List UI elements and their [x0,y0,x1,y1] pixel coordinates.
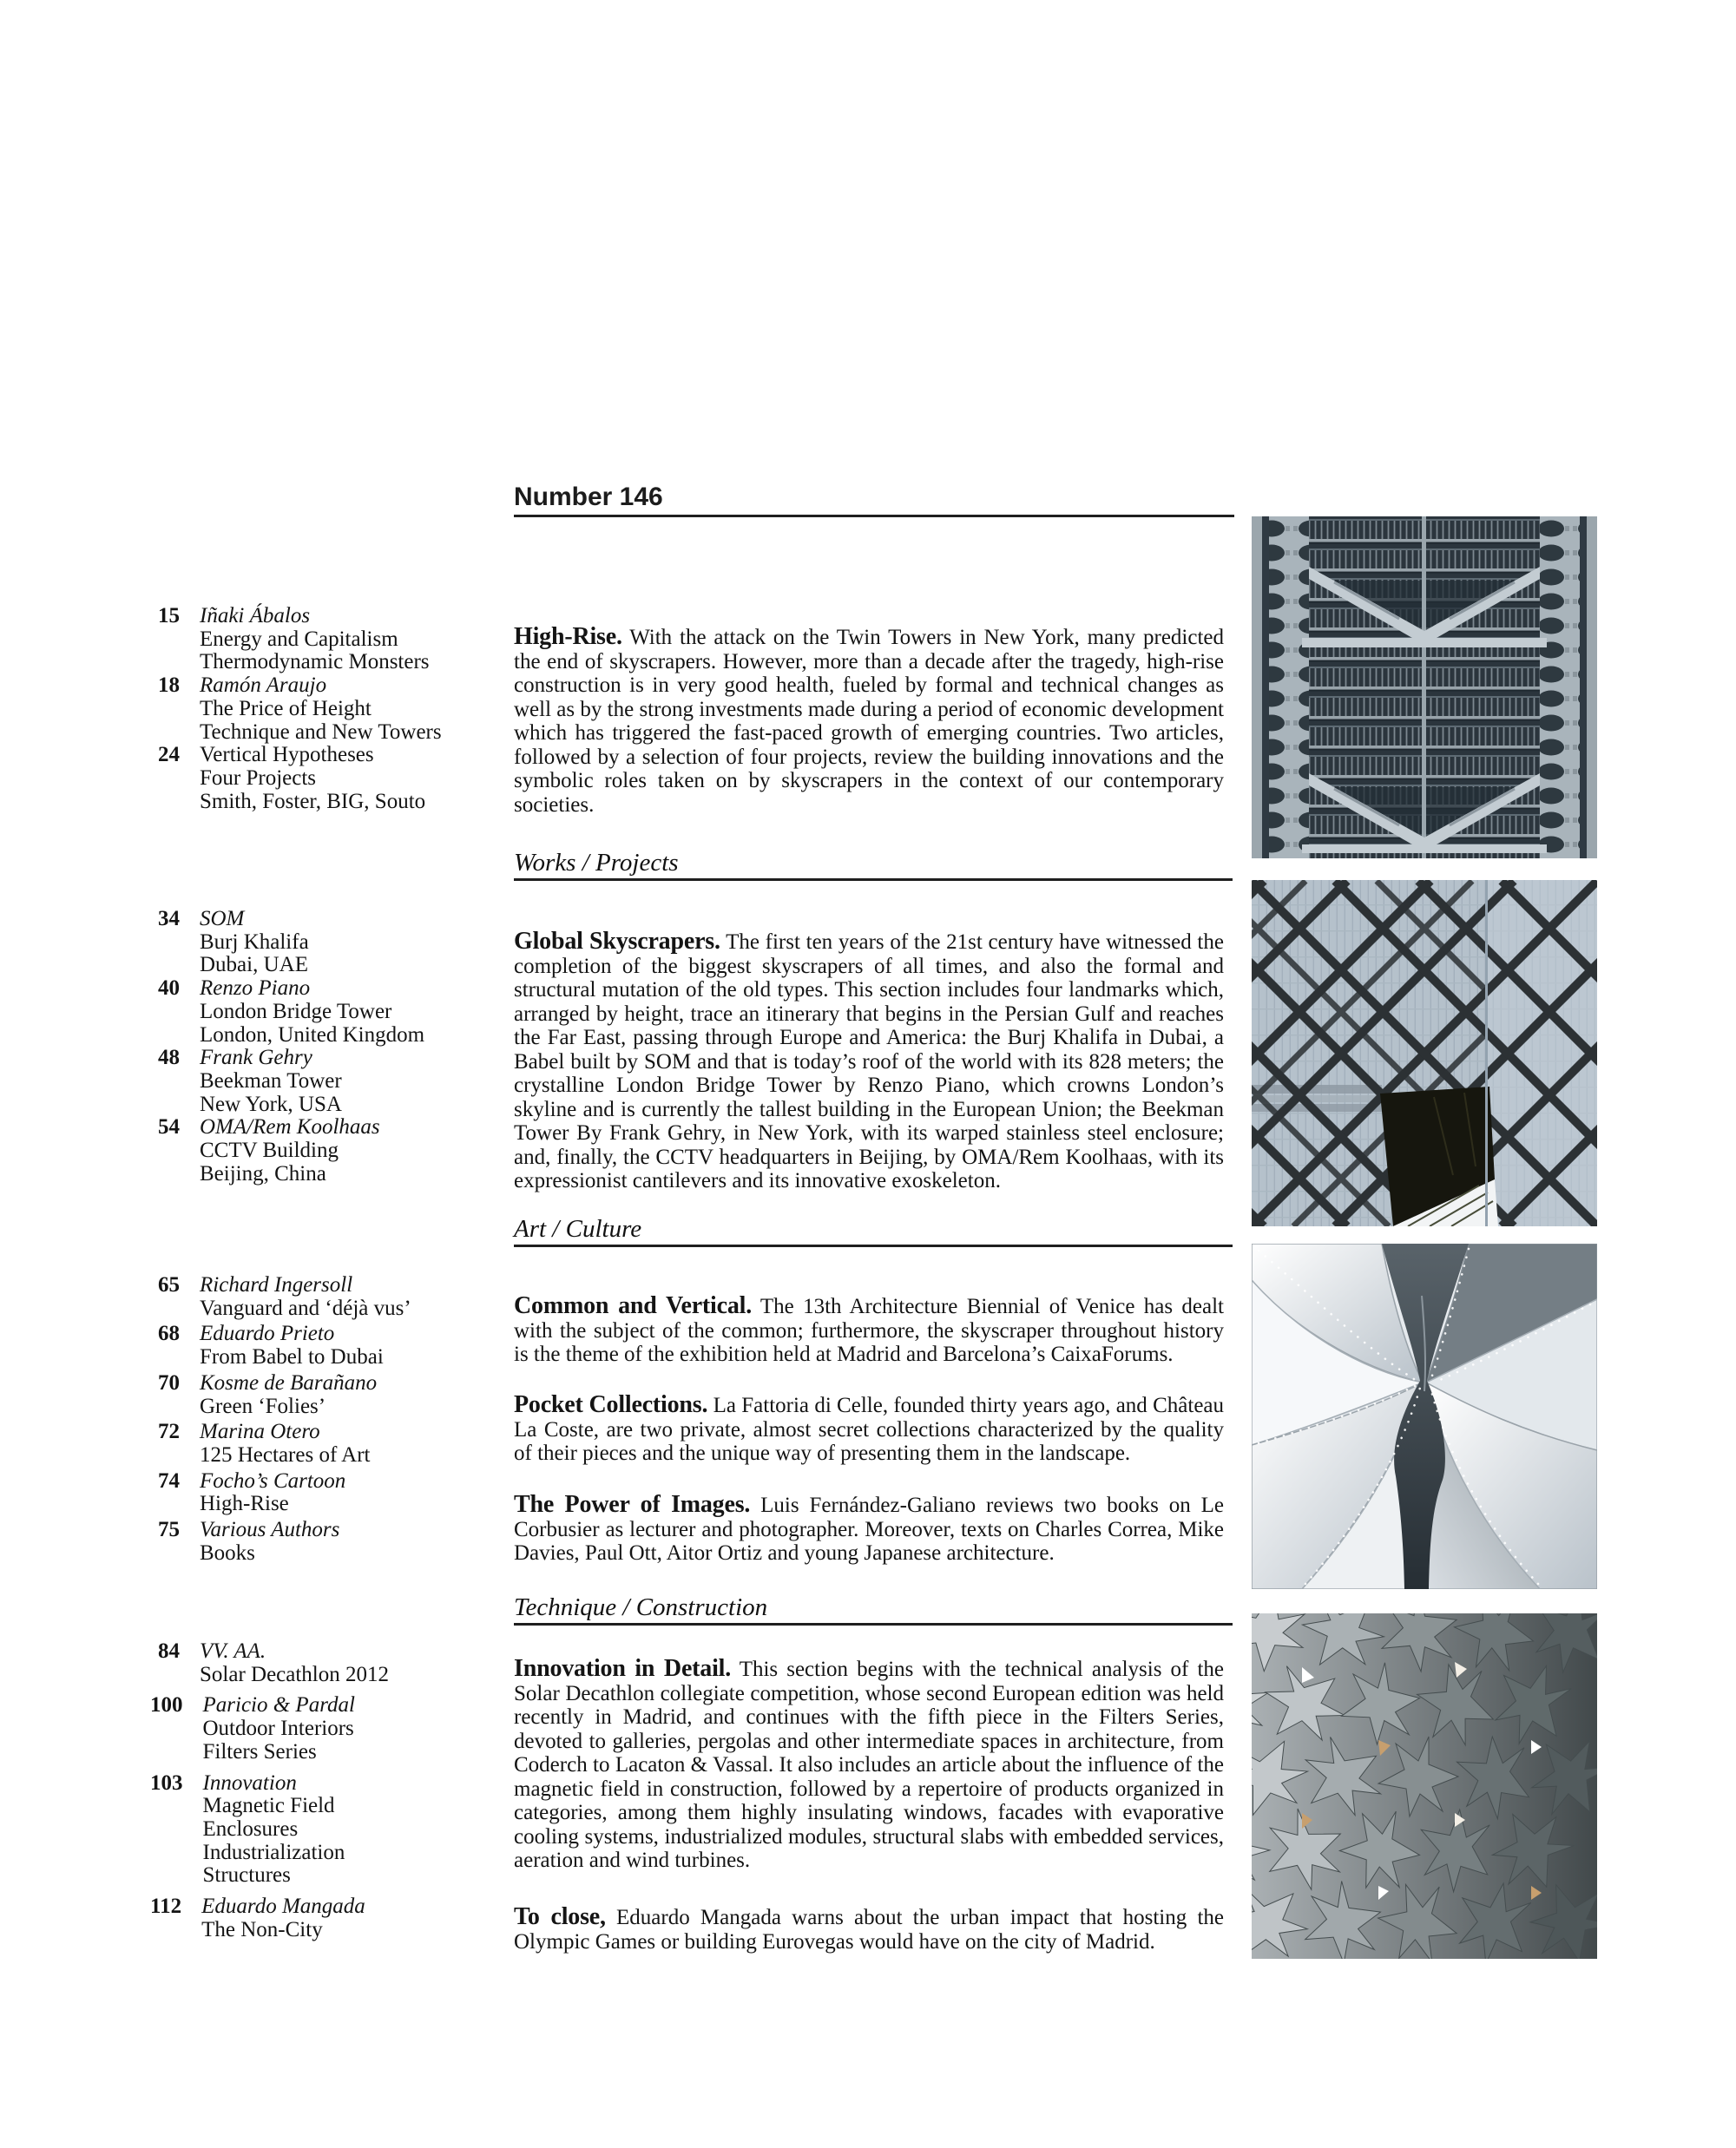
page-title: Number 146 [514,483,663,511]
toc-entry-text [200,1421,493,1467]
photo-metallic-petals-detail [1252,1244,1597,1589]
toc-entry-title-line: Burj Khalifa [200,929,309,954]
toc-entry-author: Innovation [202,1770,297,1795]
toc-entry [150,1470,493,1516]
toc-entry [150,605,493,674]
toc-entry-title-line: Enclosures [202,1816,299,1841]
toc-entry [150,1895,493,1941]
toc-entry-text [203,1772,494,1889]
paragraph-body: La Fattoria di Celle, founded thirty years ago, and Château La Coste, are two private, almost secret collections characterized by the quality of their pieces and the unique way of presenting them in the landscape. [514,1394,1225,1465]
masthead-rule [514,515,1234,517]
toc-entry-author: Paricio & Pardal [202,1693,355,1718]
toc-entry-text [200,605,493,674]
toc-entry [150,1372,493,1418]
section-header-technique-construction [514,1593,1233,1626]
paragraph-lead: Common and Vertical. [514,1292,753,1319]
paragraph-body: The first ten years of the 21st century have witnessed the completion of the biggest skyscrapers of all times, and also the formal and structural mutation of the old types. This section includes four landmarks which, arranged by height, trace an itinerary that begins in the Persian Gulf and reaches the Far East, passing through Europe and America: the Burj Khalifa in Dubai, a Babel built by SOM and that is today’s roof of the world with its 828 meters; the crystalline London Bridge Tower by Renzo Piano, which crowns London’s skyline and is currently the tallest building in the European Union; the Beekman Tower By Frank Gehry, in New York, with its warped stainless steel enclosure; and, finally, the CCTV headquarters in Beijing, by OMA/Rem Koolhaas, with its expressionist cantilevers and its innovative exoskeleton. [514,930,1224,1192]
toc-entry-text [203,1694,494,1764]
section-header-label: Art / Culture [514,1215,642,1243]
photo-steel-facade-cross-bracing [1252,516,1597,858]
toc-entry-title-line: Structures [202,1863,291,1888]
toc-page-number: 75 [158,1518,180,1542]
toc-entry-title-line: Thermodynamic Monsters [200,650,430,674]
paragraph-innovation-in-detail [514,1657,1224,1873]
toc-page-number: 70 [158,1370,180,1395]
toc-entry-title-line: Energy and Capitalism [200,627,398,651]
toc-page-number: 34 [158,907,180,930]
toc-entry-title-line: 125 Hectares of Art [200,1442,371,1467]
toc-page-number: 103 [150,1770,183,1795]
toc-entry-text [200,1274,493,1320]
toc-entry-title-line: Four Projects [200,765,317,790]
photo-diagrid-glass-tower [1252,880,1597,1226]
photo-star-tessellation-screen [1252,1613,1597,1959]
toc-entry-author: Eduardo Mangada [201,1895,365,1919]
toc-entry-title-line: Filters Series [202,1739,317,1764]
toc-entry-title-line: Magnetic Field [202,1794,335,1818]
toc-entry-author: Iñaki Ábalos [200,604,311,627]
toc-entry-author: Vertical Hypotheses [200,743,374,767]
paragraph-high-rise [514,625,1224,817]
toc-entry [150,744,493,813]
toc-page-number: 54 [158,1115,180,1140]
toc-entry-title-line: CCTV Building [200,1139,339,1163]
toc-entry-author: OMA/Rem Koolhaas [200,1115,380,1140]
toc-entry-title-line: Vanguard and ‘déjà vus’ [200,1296,411,1320]
toc-entry [150,1519,493,1565]
paragraph-lead: Global Skyscrapers. [514,928,720,955]
toc-entry-title-line: The Price of Height [200,696,372,720]
toc-entry [150,1274,493,1320]
toc-page-number: 68 [158,1322,180,1346]
toc-entry-text [200,744,493,813]
toc-entry-title-line: London Bridge Tower [200,999,392,1023]
toc-page-number: 18 [158,673,180,698]
paragraph-lead: The Power of Images. [514,1491,751,1518]
toc-entry-author: Ramón Araujo [200,673,327,698]
toc-page-number: 72 [158,1420,180,1444]
toc-entry-text [201,1895,493,1941]
toc-page-number: 48 [158,1046,180,1070]
masthead [514,483,1234,517]
toc-entry-author: Renzo Piano [200,976,311,1001]
paragraph-lead: Pocket Collections. [514,1391,708,1418]
paragraph-body: Luis Fernández-Galiano reviews two books on Le Corbusier as lecturer and photographer. Moreover, texts on Charles Correa, Mike Davies, Paul Ott, Aitor Ortiz and young Japanese architecture. [514,1494,1224,1565]
toc-entry-author: VV. AA. [200,1639,266,1663]
paragraph-lead: To close, [514,1903,606,1930]
toc-entry-title-line: Green ‘Folies’ [200,1394,326,1418]
section-rule [514,878,1233,881]
toc-entry [150,1694,493,1764]
toc-page-number: 84 [158,1639,180,1663]
toc-entry-title-line: Beijing, China [200,1161,326,1186]
toc-page-number: 15 [158,604,180,627]
section-header-label: Works / Projects [514,849,679,877]
section-header-art-culture [514,1215,1233,1247]
toc-entry-title-line: Solar Decathlon 2012 [200,1662,390,1686]
toc-page-number: 112 [150,1895,182,1919]
toc-entry-title-line: New York, USA [200,1092,342,1116]
section-header-label: Technique / Construction [514,1593,768,1621]
toc-entry [150,977,493,1047]
toc-block [150,605,493,813]
toc-entry [150,1116,493,1186]
paragraph-body: With the attack on the Twin Towers in New York, many predicted the end of skyscrapers. However, more than a decade after the tragedy, high-rise construction is in very good health, fueled by formal and technical changes as well as by the strong investments made during a period of economic development which has triggered the fast-paced growth of emerging countries. Two articles, followed by a selection of four projects, review the building innovations and the symbolic roles taken on by skyscrapers in the context of our contemporary societies. [514,626,1224,817]
toc-page-number: 100 [150,1693,183,1718]
toc-entry [150,1772,493,1889]
paragraph-global-skyscrapers [514,929,1224,1193]
toc-entry-text [200,1323,493,1369]
toc-entry-title-line: Beekman Tower [200,1068,342,1093]
section-rule [514,1245,1233,1247]
toc-entry-title-line: London, United Kingdom [200,1022,425,1047]
toc-entry-text [200,1116,493,1186]
paragraph-lead: High-Rise. [514,623,622,650]
toc-entry-title-line: High-Rise [200,1492,289,1516]
toc-entry-text [200,674,493,744]
toc-entry-title-line: Industrialization [202,1840,345,1864]
photo-petals-svg [1252,1244,1597,1589]
section-header-works-projects [514,849,1233,881]
toc-entry-title-line: Technique and New Towers [200,719,442,744]
toc-entry-text [200,977,493,1047]
toc-entry-text [200,1640,493,1686]
toc-entry-text [200,1470,493,1516]
toc-entry-text [200,908,493,977]
paragraph-pocket-collections [514,1393,1224,1466]
toc-entry-author: SOM [200,907,245,930]
paragraph-common-and-vertical [514,1294,1224,1367]
toc-page-number: 74 [158,1468,180,1493]
toc-entry-author: Kosme de Barañano [200,1370,378,1395]
paragraph-to-close [514,1905,1224,1954]
toc-entry-title-line: Dubai, UAE [200,953,308,977]
photo-stars-svg [1252,1613,1597,1959]
toc-entry-author: Eduardo Prieto [200,1322,335,1346]
toc-entry [150,1640,493,1686]
photo-steel-facade-svg [1252,516,1597,858]
toc-entry-text [200,1047,493,1116]
toc-entry [150,1047,493,1116]
toc-entry-title-line: Outdoor Interiors [202,1717,354,1741]
toc-entry-author: Frank Gehry [200,1046,312,1070]
toc-entry-author: Marina Otero [200,1420,320,1444]
toc-entry-author: Richard Ingersoll [200,1273,353,1297]
paragraph-body: This section begins with the technical analysis of the Solar Decathlon collegiate competition, whose second European edition was held recently in Madrid, and continues with the fifth piece in the Filters Series, devoted to galleries, pergolas and other intermediate spaces in architecture, from Coderch to Lacaton & Vassal. It also includes an article about the influence of the magnetic field in construction, followed by a repertoire of products organized in categories, among them highly insulating windows, facades with evaporative cooling systems, industrialized modules, structural slabs with embedded services, aeration and wind turbines. [514,1658,1224,1872]
photo-diagrid-svg [1252,880,1597,1226]
toc-entry-author: Various Authors [200,1518,340,1542]
paragraph-power-of-images [514,1493,1224,1566]
toc-entry-text [200,1372,493,1418]
toc-entry-title-line: The Non-City [201,1917,323,1941]
toc-entry-text [200,1519,493,1565]
toc-block [150,1640,493,1949]
toc-entry [150,1323,493,1369]
paragraph-body: Eduardo Mangada warns about the urban impact that hosting the Olympic Games or building Eurovegas would have on the city of Madrid. [514,1906,1224,1954]
toc-entry-title-line: Smith, Foster, BIG, Souto [200,789,426,813]
section-rule [514,1623,1233,1626]
toc-block [150,908,493,1186]
toc-entry [150,674,493,744]
toc-entry-author: Focho’s Cartoon [200,1468,346,1493]
toc-page-number: 65 [158,1273,180,1297]
paragraph-body: The 13th Architecture Biennial of Venice has dealt with the subject of the common; furthermore, the skyscraper throughout history is the theme of the exhibition held at Madrid and Barcelona’s CaixaForums. [514,1295,1224,1366]
toc-entry [150,908,493,977]
toc-page-number: 40 [158,976,180,1001]
toc-entry [150,1421,493,1467]
toc-page-number: 24 [158,743,180,767]
toc-entry-title-line: From Babel to Dubai [200,1345,384,1370]
toc-block [150,1274,493,1567]
toc-entry-title-line: Books [200,1540,255,1565]
paragraph-lead: Innovation in Detail. [514,1655,732,1682]
